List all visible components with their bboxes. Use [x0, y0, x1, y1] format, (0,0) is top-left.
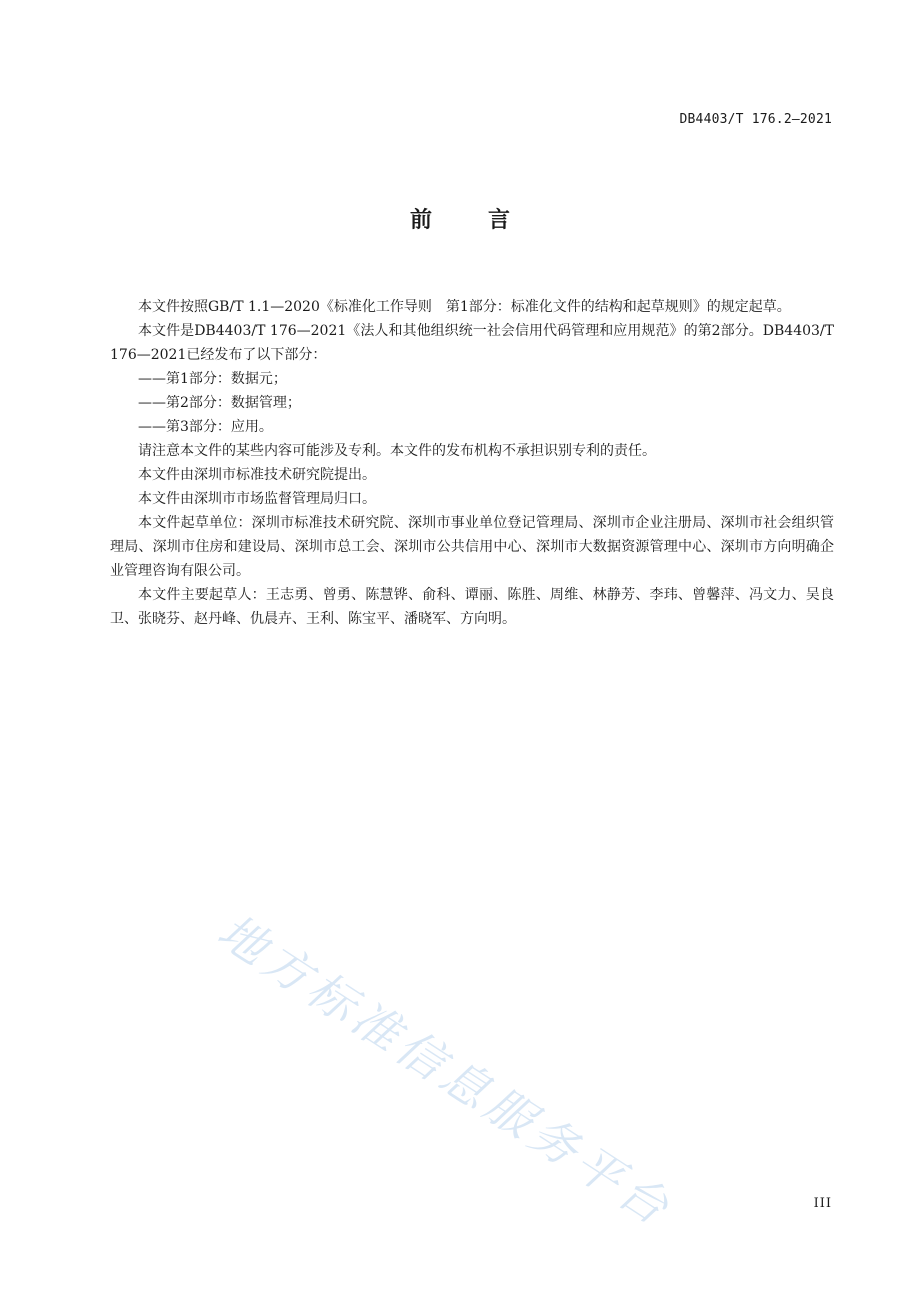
paragraph-drafters: 本文件主要起草人：王志勇、曾勇、陈慧铧、俞科、谭丽、陈胜、周维、林静芳、李玮、曾馨萍、冯文力、吴良卫、张晓芬、赵丹峰、仇晨卉、王利、陈宝平、潘晓军、方向明。 [110, 587, 834, 627]
list-item-part-1: ——第1部分：数据元； [138, 371, 287, 387]
paragraph-drafting-units: 本文件起草单位：深圳市标准技术研究院、深圳市事业单位登记管理局、深圳市企业注册局、深圳市社会组织管理局、深圳市住房和建设局、深圳市总工会、深圳市公共信用中心、深圳市大数据资源管理中心、深圳市方向明确企业管理咨询有限公司。 [110, 515, 834, 579]
watermark: 地方标准信息服务平台 [207, 903, 683, 1239]
paragraph-drafting-rules: 本文件按照GB/T 1.1—2020《标准化工作导则 第1部分：标准化文件的结构和起草规则》的规定起草。 [138, 299, 791, 315]
paragraph-patent-notice: 请注意本文件的某些内容可能涉及专利。本文件的发布机构不承担识别专利的责任。 [138, 443, 656, 459]
document-code: DB4403/T 176.2—2021 [679, 112, 832, 127]
paragraph-part-info: 本文件是DB4403/T 176—2021《法人和其他组织统一社会信用代码管理和应用规范》的第2部分。DB4403/T 176—2021已经发布了以下部分： [110, 323, 834, 363]
paragraph-administrator: 本文件由深圳市市场监督管理局归口。 [138, 491, 376, 507]
list-item-part-2: ——第2部分：数据管理； [138, 395, 301, 411]
list-item-part-3: ——第3部分：应用。 [138, 419, 273, 435]
page-title: 前言 [409, 208, 566, 233]
paragraph-proposer: 本文件由深圳市标准技术研究院提出。 [138, 467, 376, 483]
foreword-body [110, 295, 834, 631]
page-number: III [813, 1196, 832, 1211]
